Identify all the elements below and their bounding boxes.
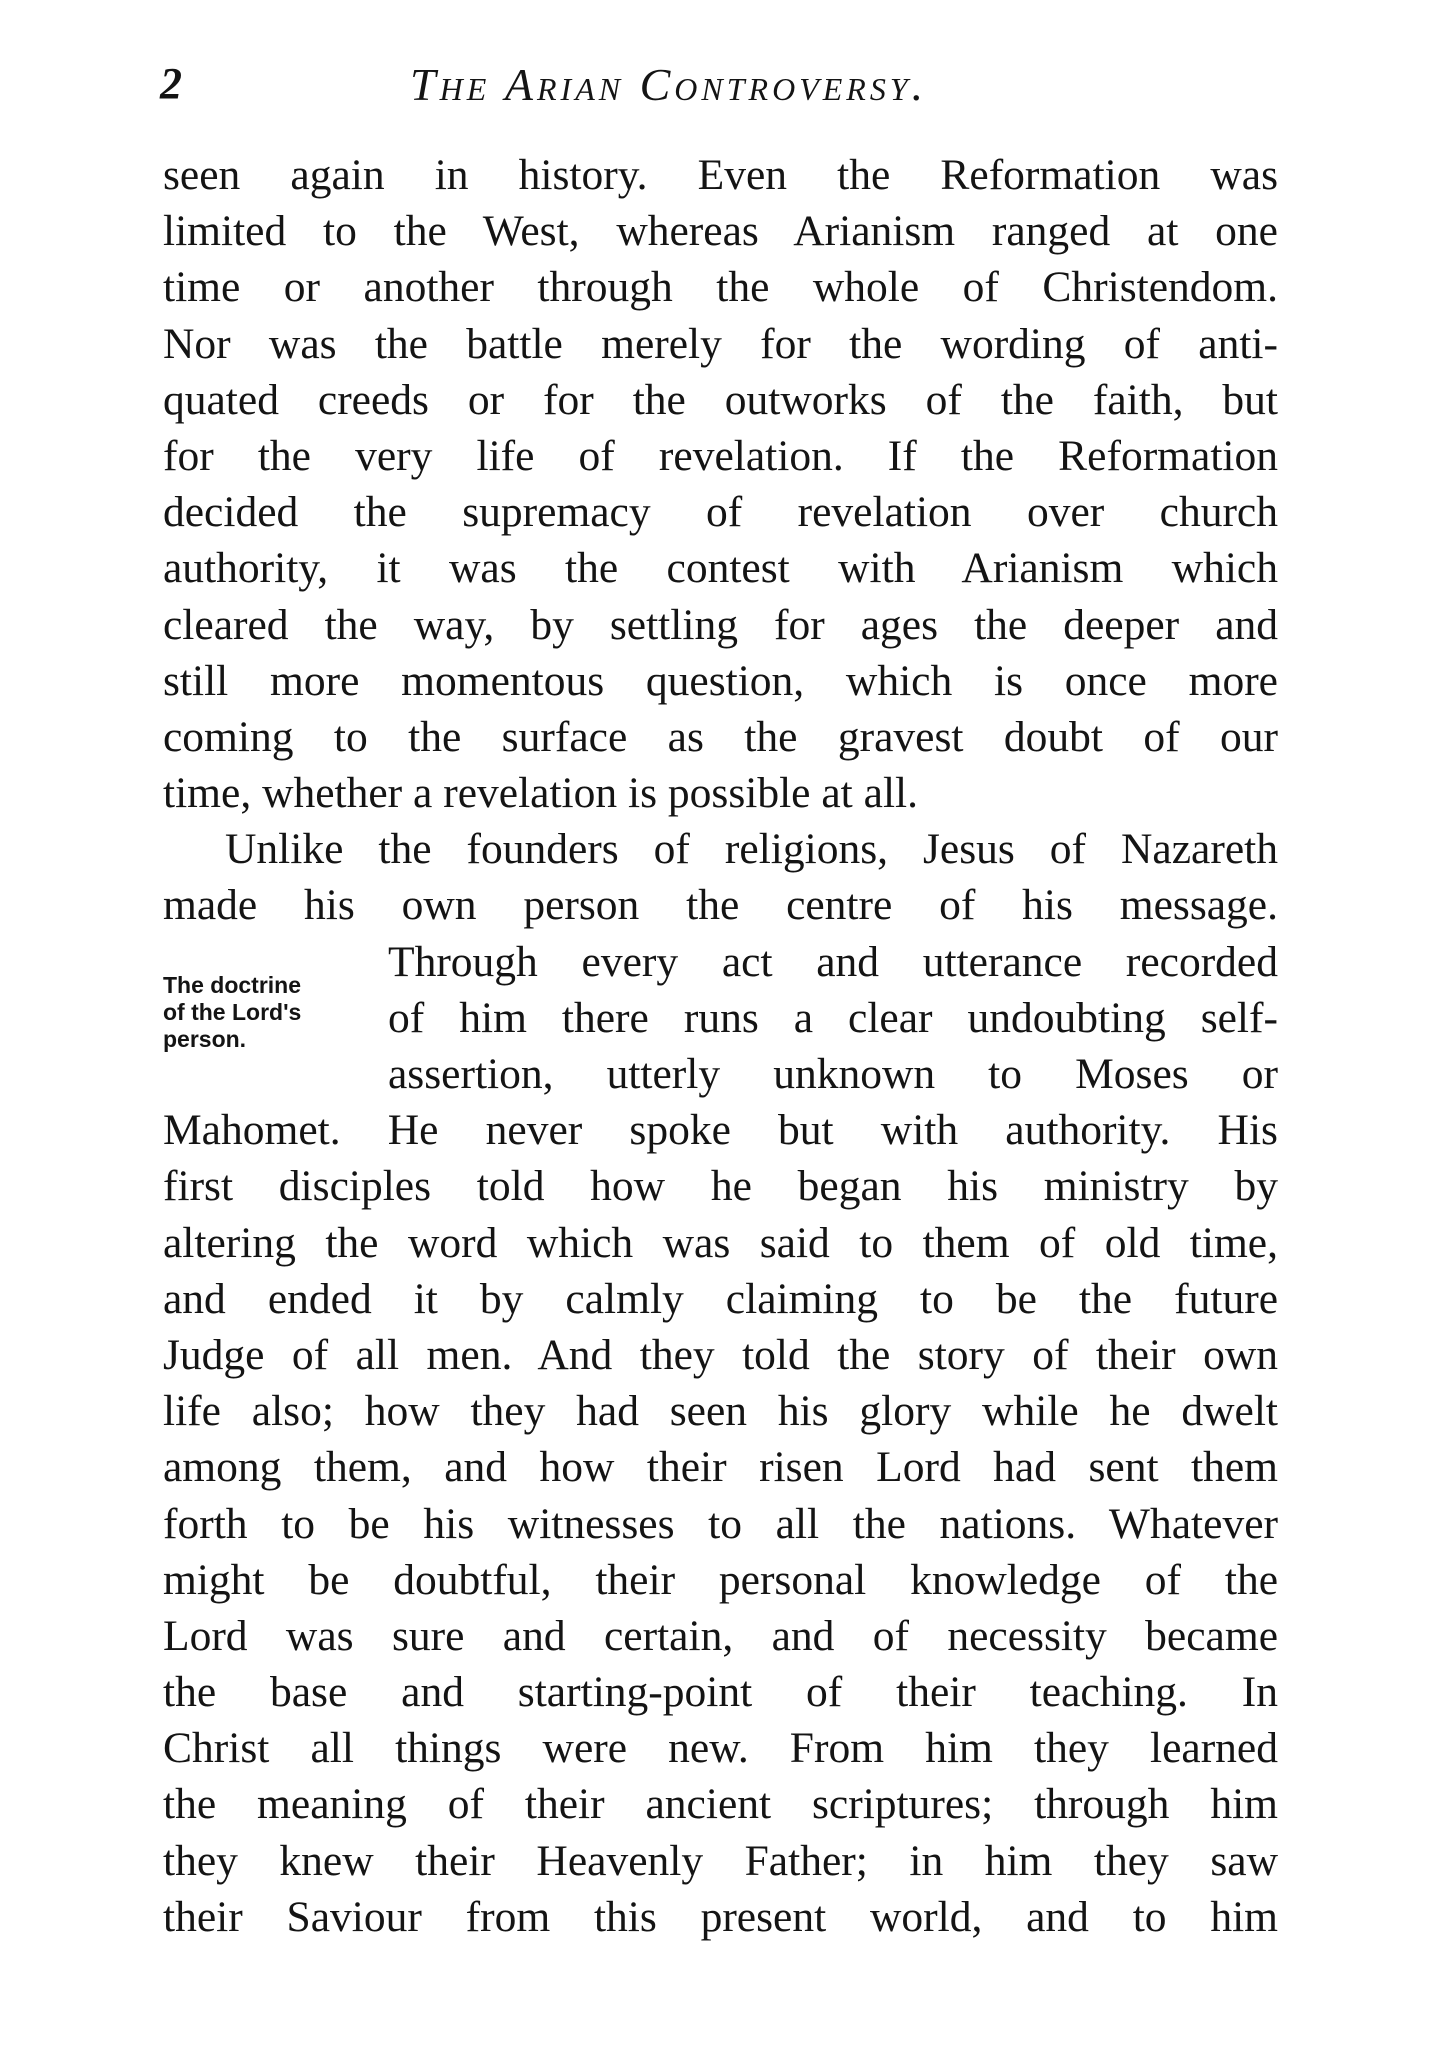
text-line: limited to the West, whereas Arianism ranged at one — [163, 207, 1278, 256]
text-line: quated creeds or for the outworks of the faith, but — [163, 375, 1278, 424]
text-line: their Saviour from this present world, and to him — [163, 1892, 1278, 1941]
text-line: Mahomet. He never spoke but with authority. His — [163, 1106, 1278, 1155]
text-line: assertion, utterly unknown to Moses or — [388, 1050, 1278, 1098]
text-line: among them, and how their risen Lord had sent them — [163, 1443, 1278, 1492]
margin-note-line: person. — [163, 1026, 247, 1052]
text-line: the meaning of their ancient scriptures; through him — [163, 1780, 1278, 1829]
text-line: forth to be his witnesses to all the nations. Whatever — [163, 1499, 1278, 1548]
text-line: decided the supremacy of revelation over church — [163, 488, 1278, 537]
text-line: first disciples told how he began his ministry by — [163, 1162, 1278, 1211]
text-line: time, whether a revelation is possible at all. — [163, 769, 918, 818]
text-line: still more momentous question, which is once more — [163, 656, 1278, 705]
text-line: of him there runs a clear undoubting self- — [388, 993, 1278, 1042]
text-line: made his own person the centre of his message. — [163, 881, 1278, 930]
text-line: authority, it was the contest with Arianism which — [163, 544, 1278, 593]
text-line: might be doubtful, their personal knowledge of the — [163, 1555, 1278, 1604]
text-line: Through every act and utterance recorded — [388, 937, 1278, 986]
text-line: Christ all things were new. From him they learned — [163, 1724, 1278, 1773]
running-head — [160, 58, 1280, 118]
text-line: they knew their Heavenly Father; in him they saw — [163, 1836, 1278, 1885]
text-line: seen again in history. Even the Reformation was — [163, 151, 1278, 199]
body-text — [163, 147, 1278, 1945]
text-line: altering the word which was said to them of old time, — [163, 1218, 1278, 1267]
text-line: Unlike the founders of religions, Jesus of Nazareth — [225, 825, 1278, 874]
text-line: and ended it by calmly claiming to be the future — [163, 1274, 1278, 1323]
text-line: cleared the way, by settling for ages the deeper and — [163, 600, 1278, 649]
text-line: the base and starting-point of their teaching. In — [163, 1668, 1278, 1717]
margin-note-line: of the Lord's — [163, 999, 302, 1025]
text-line: life also; how they had seen his glory while he dwelt — [163, 1387, 1278, 1436]
text-line: Judge of all men. And they told the story of their own — [163, 1330, 1278, 1379]
text-line: Nor was the battle merely for the wording of anti- — [163, 319, 1278, 368]
text-line: for the very life of revelation. If the Reformation — [163, 431, 1278, 480]
margin-note-line: The doctrine — [163, 972, 302, 998]
text-line: coming to the surface as the gravest doubt of our — [163, 712, 1278, 761]
page-number: 2 — [160, 59, 182, 108]
text-line: Lord was sure and certain, and of necessity became — [163, 1611, 1278, 1660]
running-title: The Arian Controversy. — [410, 59, 928, 110]
text-line: time or another through the whole of Christendom. — [163, 263, 1278, 312]
